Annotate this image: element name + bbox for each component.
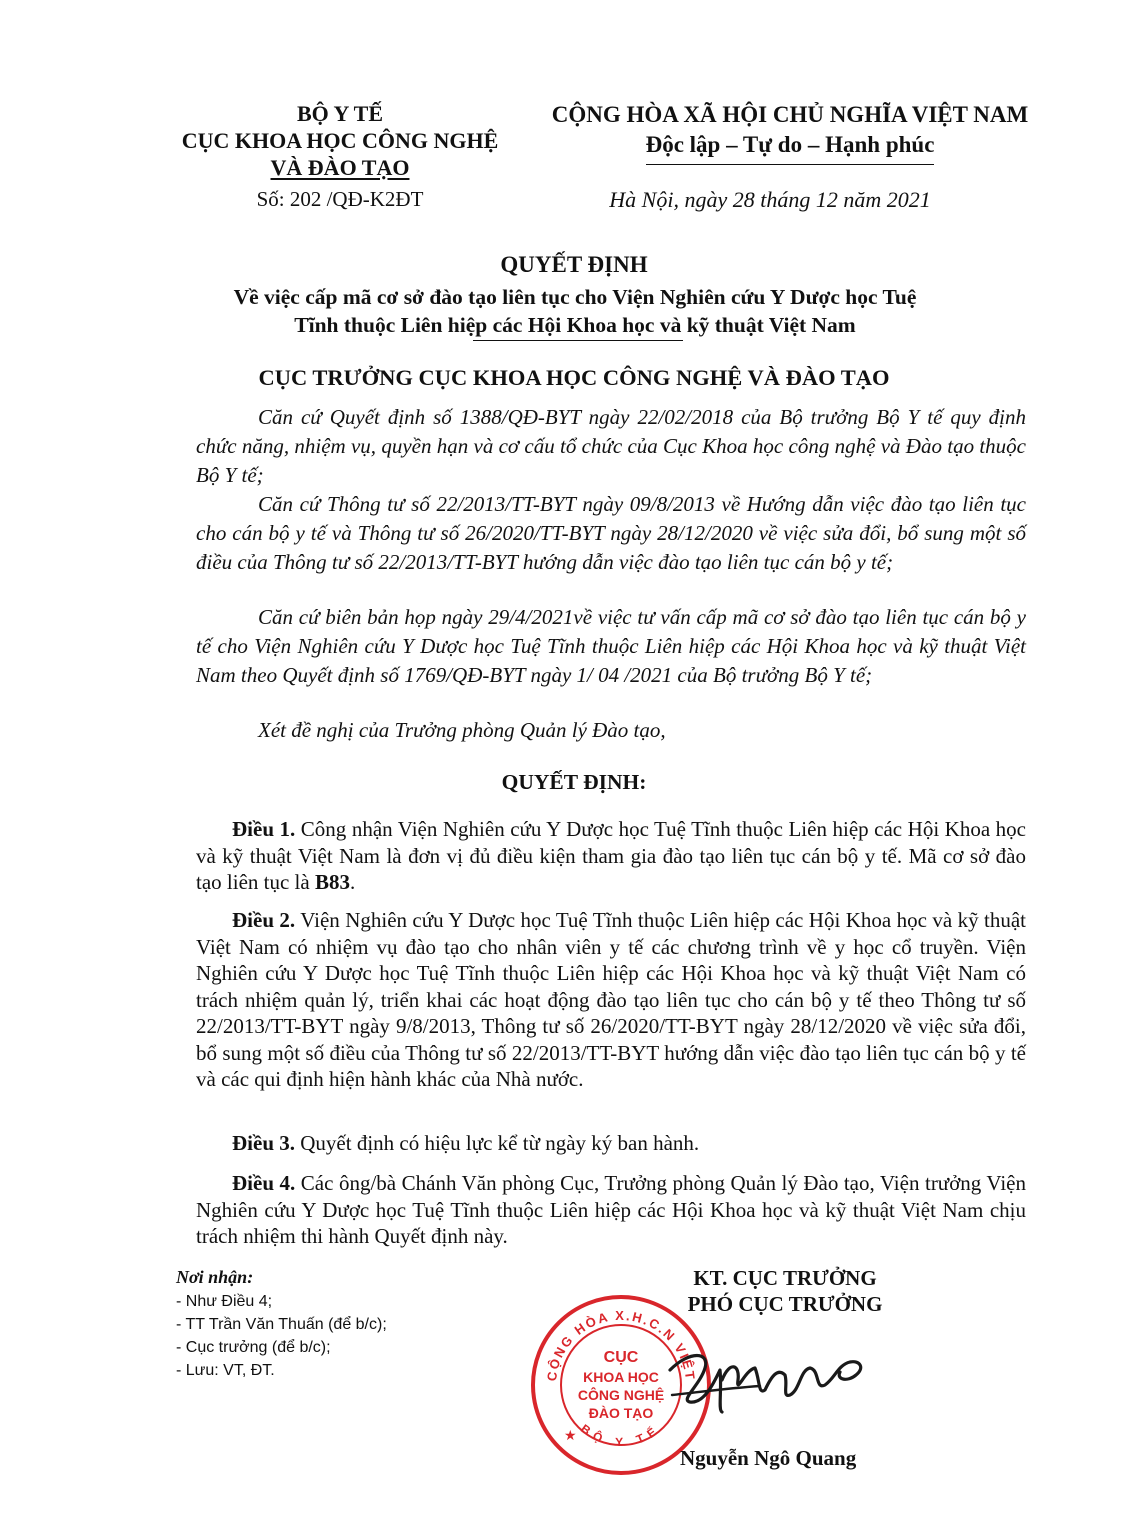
issuing-agency bbox=[150, 100, 530, 181]
recipient-item: - TT Trần Văn Thuấn (để b/c); bbox=[176, 1316, 387, 1333]
ministry-name: BỘ Y TẾ bbox=[297, 101, 383, 126]
article-label: Điều 3. bbox=[232, 1131, 295, 1155]
signer-role-line1: KT. CỤC TRƯỞNG bbox=[693, 1266, 877, 1290]
country-name: CỘNG HÒA XÃ HỘI CHỦ NGHĨA VIỆT NAM bbox=[551, 102, 1029, 127]
recipient-item: - Như Điều 4; bbox=[176, 1293, 273, 1310]
department-name-line1: CỤC KHOA HỌC CÔNG NGHỆ bbox=[181, 128, 499, 153]
signer-name: Nguyễn Ngô Quang bbox=[680, 1446, 857, 1470]
document-title: QUYẾT ĐỊNH bbox=[500, 252, 648, 277]
seal-line4: ĐÀO TẠO bbox=[588, 1405, 654, 1421]
signature-stroke bbox=[670, 1356, 861, 1413]
seal-star-icon: ★ bbox=[564, 1429, 577, 1444]
recipients-title: Nơi nhận: bbox=[176, 1267, 254, 1287]
article-text: Các ông/bà Chánh Văn phòng Cục, Trưởng phòng Quản lý Đào tạo, Viện trưởng Viện Nghiên cứu Y Dược học Tuệ Tĩnh thuộc Liên hiệp các Hội Khoa học và kỹ thuật Việt Nam chịu trách nhiệm thi hành Quyết định này. bbox=[196, 1171, 1026, 1248]
preamble-paragraph: Căn cứ Thông tư số 22/2013/TT-BYT ngày 09/8/2013 về Hướng dẫn việc đào tạo liên tục cho cán bộ y tế và Thông tư số 26/2020/TT-BYT ngày 28/12/2020 về việc sửa đổi, bổ sung một số điều của Thông tư số 22/2013/TT-BYT hướng dẫn việc đào tạo liên tục cán bộ y tế; bbox=[196, 492, 1026, 574]
recipient-item: - Cục trưởng (để b/c); bbox=[176, 1339, 331, 1356]
national-header bbox=[540, 100, 1040, 165]
article-4 bbox=[196, 1170, 1026, 1250]
issue-date: Hà Nội, ngày 28 tháng 12 năm 2021 bbox=[609, 187, 931, 212]
authority-heading: CỤC TRƯỞNG CỤC KHOA HỌC CÔNG NGHỆ VÀ ĐÀO TẠO bbox=[258, 365, 890, 390]
seal-ring-text: CỘNG HÒA X.H.C.N VIỆT bbox=[543, 1307, 699, 1382]
subtitle-line2: Tĩnh thuộc Liên hiệp các Hội Khoa học và kỹ thuật Việt Nam bbox=[294, 313, 856, 337]
seal-bottom-text: BỘ Y TẾ bbox=[578, 1421, 664, 1450]
article-2 bbox=[196, 907, 1026, 1093]
document-subtitle bbox=[120, 283, 1030, 339]
signature-underline bbox=[672, 1386, 760, 1395]
article-label: Điều 2. bbox=[232, 908, 296, 932]
recipient-item: - Lưu: VT, ĐT. bbox=[176, 1362, 275, 1379]
seal-line2: KHOA HỌC bbox=[583, 1369, 659, 1385]
seal-line1: CỤC bbox=[603, 1349, 639, 1366]
seal-line3: CÔNG NGHỆ bbox=[577, 1387, 665, 1403]
document-number: Số: 202 /QĐ-K2ĐT bbox=[256, 187, 424, 211]
article-3 bbox=[196, 1130, 1026, 1157]
department-name-line2: VÀ ĐÀO TẠO bbox=[270, 155, 410, 180]
article-text: Viện Nghiên cứu Y Dược học Tuệ Tĩnh thuộc Liên hiệp các Hội Khoa học và kỹ thuật Việt Nam có nhiệm vụ đào tạo cho nhân viên y tế các chương trình về y học cổ truyền. Viện Nghiên cứu Y Dược học Tuệ Tĩnh thuộc Liên hiệp các Hội Khoa học và kỹ thuật Việt Nam có trách nhiệm quản lý, triển khai các hoạt động đào tạo liên tục cho cán bộ y tế theo Thông tư số 22/2013/TT-BYT ngày 9/8/2013, Thông tư số 26/2020/TT-BYT ngày 28/12/2020 về việc sửa đổi, bổ sung một số điều của Thông tư số 22/2013/TT-BYT hướng dẫn việc đào tạo liên tục cán bộ y tế và các qui định hiện hành khác của Nhà nước. bbox=[196, 908, 1026, 1091]
recipients-list bbox=[176, 1290, 387, 1382]
article-label: Điều 1. bbox=[232, 817, 296, 841]
subtitle-line1: Về việc cấp mã cơ sở đào tạo liên tục cho Viện Nghiên cứu Y Dược học Tuệ bbox=[233, 285, 917, 309]
national-motto: Độc lập – Tự do – Hạnh phúc bbox=[646, 130, 935, 165]
title-divider bbox=[473, 340, 683, 341]
signer-role-line2: PHÓ CỤC TRƯỞNG bbox=[687, 1292, 883, 1316]
training-code: B83 bbox=[314, 870, 350, 894]
article-text: Quyết định có hiệu lực kể từ ngày ký ban hành. bbox=[295, 1131, 700, 1155]
article-tail: . bbox=[349, 870, 356, 894]
handwritten-signature bbox=[660, 1340, 880, 1420]
preamble-paragraph: Căn cứ biên bản họp ngày 29/4/2021về việc tư vấn cấp mã cơ sở đào tạo liên tục cán bộ y tế cho Viện Nghiên cứu Y Dược học Tuệ Tĩnh thuộc Liên hiệp các Hội Khoa học và kỹ thuật Việt Nam theo Quyết định số 1769/QĐ-BYT ngày 1/ 04 /2021 của Bộ trưởng Bộ Y tế; bbox=[196, 605, 1026, 687]
article-label: Điều 4. bbox=[232, 1171, 296, 1195]
decision-heading: QUYẾT ĐỊNH: bbox=[501, 770, 647, 794]
article-1 bbox=[196, 816, 1026, 896]
preamble-paragraph: Căn cứ Quyết định số 1388/QĐ-BYT ngày 22/02/2018 của Bộ trưởng Bộ Y tế quy định chức năng, nhiệm vụ, quyền hạn và cơ cấu tổ chức của Cục Khoa học công nghệ và Đào tạo thuộc Bộ Y tế; bbox=[196, 405, 1026, 487]
article-text: Công nhận Viện Nghiên cứu Y Dược học Tuệ Tĩnh thuộc Liên hiệp các Hội Khoa học và kỹ thuật Việt Nam là đơn vị đủ điều kiện tham gia đào tạo liên tục cán bộ y tế. Mã cơ sở đào tạo liên tục là bbox=[196, 817, 1027, 894]
preamble-paragraph: Xét đề nghị của Trưởng phòng Quản lý Đào tạo, bbox=[258, 718, 666, 742]
